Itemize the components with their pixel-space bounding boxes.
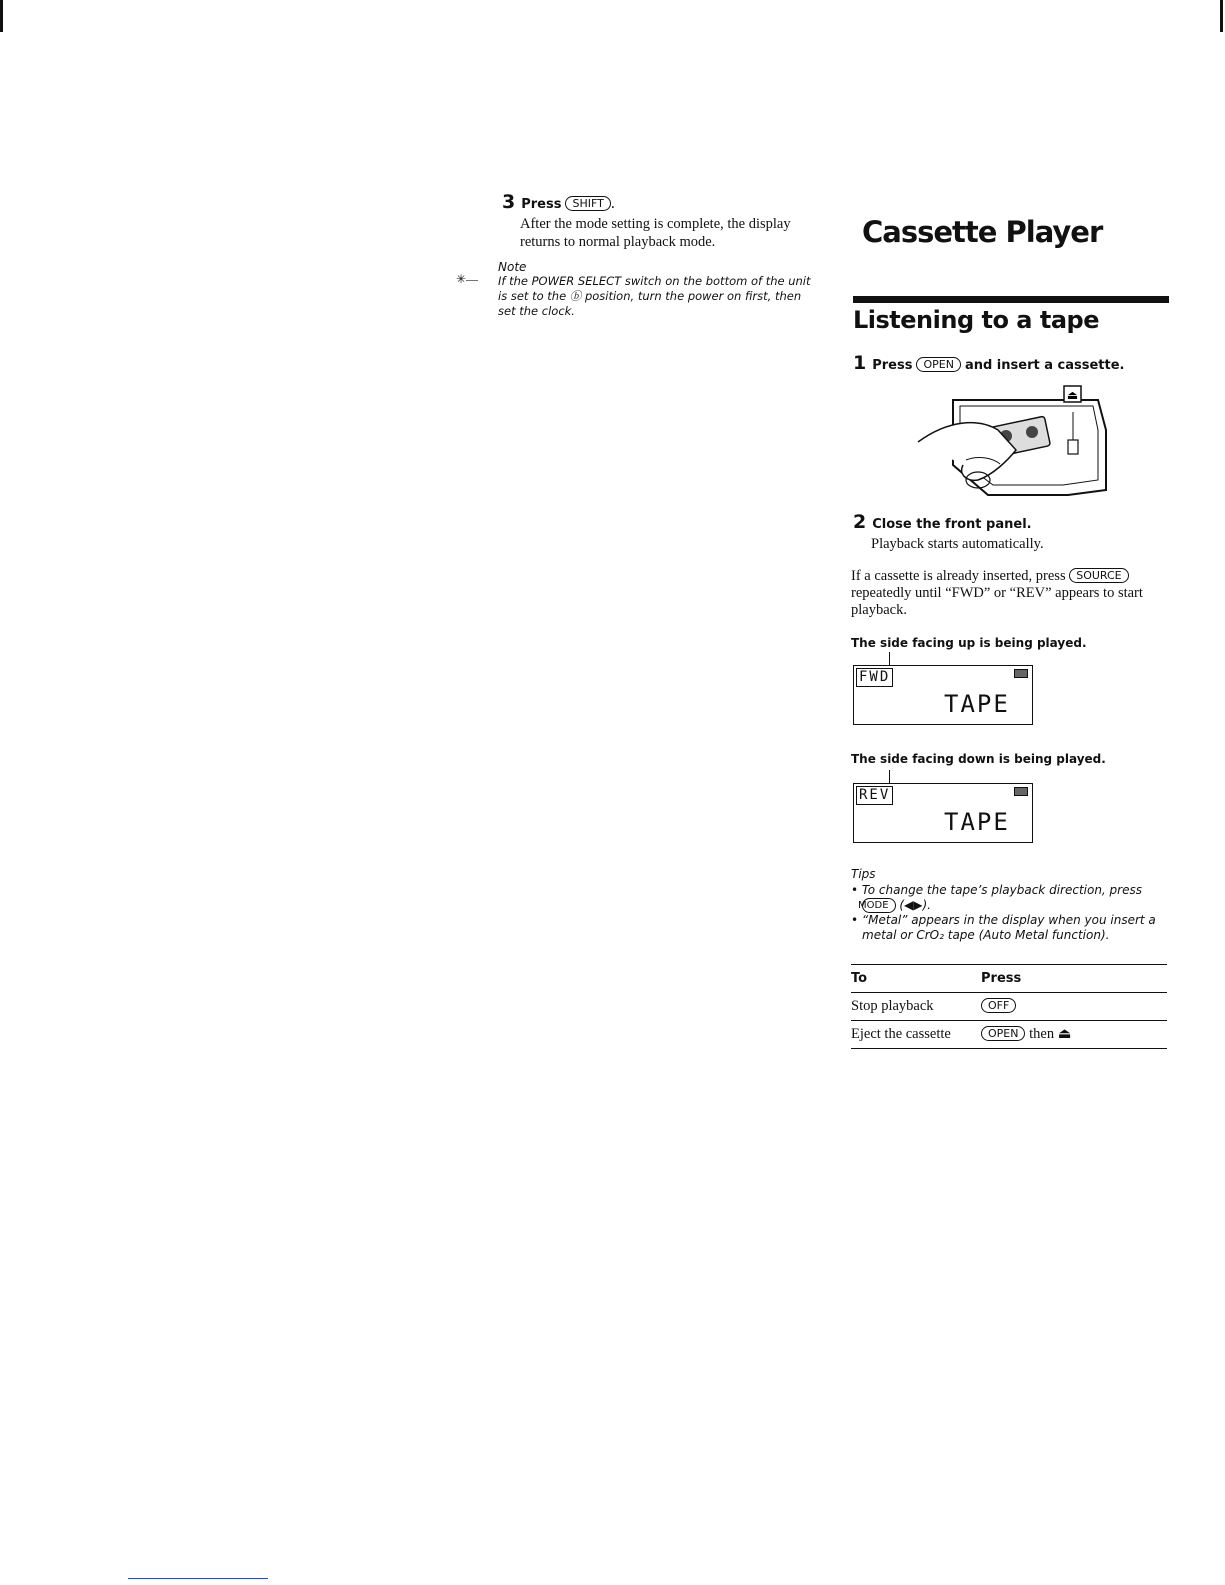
- step-lead: Press: [872, 358, 913, 373]
- row-action: Eject the cassette: [851, 1026, 951, 1042]
- fwd-indicator: FWD: [856, 668, 893, 687]
- step-2: [853, 511, 1173, 553]
- step-1: [853, 352, 1173, 374]
- indicator-pointer: [889, 770, 890, 784]
- tip-item: • To change the tape’s playback direction, press MODE (◀▶).: [851, 883, 1142, 912]
- step-3: [502, 191, 822, 251]
- svg-text:⏏: ⏏: [1066, 388, 1079, 402]
- display-text: TAPE: [944, 690, 1010, 718]
- section-title: Cassette Player: [862, 215, 1103, 249]
- para-after: repeatedly until “FWD” or “REV” appears to start playback.: [851, 585, 1143, 618]
- operations-table: [851, 964, 1167, 1049]
- indicator-pointer: [889, 652, 890, 666]
- step-number: 1: [853, 352, 867, 374]
- display-rev: [853, 783, 1033, 843]
- tips-title: Tips: [851, 867, 876, 881]
- shift-key-label: SHIFT: [565, 196, 610, 211]
- row-press: [981, 1026, 1071, 1043]
- header-press: Press: [981, 971, 1022, 986]
- bottom-rule: [128, 1578, 268, 1579]
- tip-text: “Metal” appears in the display when you insert a metal or CrO₂ tape (Auto Metal function).: [861, 913, 1156, 942]
- display-fwd-caption: The side facing up is being played.: [851, 636, 1087, 650]
- step-head: Close the front panel.: [872, 517, 1032, 532]
- table-row: [851, 993, 1167, 1021]
- section-rule: [853, 296, 1169, 303]
- off-key-label: OFF: [981, 998, 1016, 1013]
- step-body: After the mode setting is complete, the display returns to normal playback mode.: [520, 216, 791, 250]
- mode-key-label: MODE: [862, 898, 896, 913]
- direction-symbol: (◀▶).: [899, 898, 931, 912]
- header-to: To: [851, 971, 868, 986]
- metal-tape-icon: [1014, 787, 1028, 796]
- note: [498, 260, 818, 319]
- display-text: TAPE: [944, 808, 1010, 836]
- tape-icon: [1014, 669, 1028, 678]
- open-key-label: OPEN: [981, 1026, 1025, 1041]
- tip-item: • “Metal” appears in the display when you insert a metal or CrO₂ tape (Auto Metal function).: [851, 913, 1156, 942]
- subsection-title: Listening to a tape: [853, 306, 1099, 334]
- row-press: [981, 998, 1016, 1015]
- tip-text: To change the tape’s playback direction, press: [861, 883, 1142, 897]
- margin-mark: ✳—: [456, 272, 479, 286]
- step-number: 3: [502, 191, 516, 213]
- tips: [851, 867, 1171, 943]
- page-edge-mark-left: [0, 0, 3, 32]
- step-lead: Press: [521, 197, 562, 212]
- source-paragraph: [851, 568, 1171, 619]
- row-action: Stop playback: [851, 998, 934, 1014]
- step-body: Playback starts automatically.: [871, 536, 1044, 552]
- table-row: [851, 1021, 1167, 1049]
- step-period: .: [610, 195, 615, 212]
- step-number: 2: [853, 511, 867, 533]
- cassette-insert-illustration: [898, 380, 1108, 500]
- row-extra: then ⏏: [1029, 1026, 1072, 1042]
- page-edge-mark-right: [1220, 0, 1223, 32]
- open-key-label: OPEN: [916, 357, 960, 372]
- display-rev-caption: The side facing down is being played.: [851, 752, 1106, 766]
- display-fwd: [853, 665, 1033, 725]
- source-key-label: SOURCE: [1069, 568, 1128, 583]
- para-before: If a cassette is already inserted, press: [851, 568, 1066, 584]
- table-header: [851, 965, 1167, 993]
- rev-indicator: REV: [856, 786, 893, 805]
- note-body: If the POWER SELECT switch on the bottom of the unit is set to the ⓑ position, turn the power on first, then set the clock.: [498, 274, 811, 318]
- step-tail: and insert a cassette.: [964, 358, 1125, 373]
- note-title: Note: [498, 260, 527, 274]
